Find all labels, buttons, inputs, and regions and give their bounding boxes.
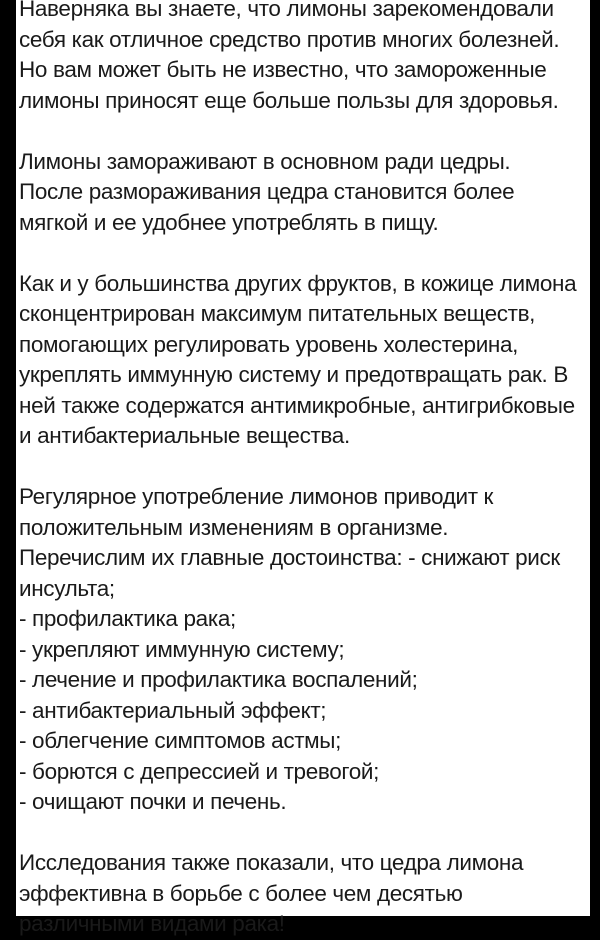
list-item: - профилактика рака; (19, 606, 236, 631)
text-line: Как и у большинства других фруктов, в кожице лимона (19, 270, 577, 296)
list-item: - очищают почки и печень. (19, 789, 287, 814)
text-line: Перечислим их главные достоинства: - снижают риск (19, 545, 560, 570)
paragraph-benefits-list (19, 482, 599, 818)
text-line: Исследования также показали, что цедра лимона (19, 850, 524, 875)
text-line: положительным изменениям в организме. (19, 514, 449, 540)
paragraph-zest (19, 147, 599, 239)
text-line: и антибактериальные вещества. (19, 423, 350, 448)
text-line: лимоны приносят еще больше пользы для здоровья. (19, 87, 559, 113)
paragraph-nutrients (19, 269, 599, 452)
text-card (16, 0, 590, 936)
text-line: сконцентрирован максимум питательных веществ, (19, 301, 536, 326)
text-line: эффективна в борьбе с более чем десятью (19, 880, 463, 906)
list-item: - укрепляют иммунную систему; (19, 636, 345, 662)
paragraph-gap (19, 238, 599, 269)
list-item: - облегчение симптомов астмы; (19, 728, 342, 753)
text-line: Лимоны замораживают в основном ради цедры. (19, 148, 511, 174)
paragraph-intro (19, 0, 599, 116)
paragraph-gap (19, 452, 599, 483)
text-line: После размораживания цедра становится более (19, 179, 515, 204)
text-line: различными видами рака! (19, 911, 285, 936)
text-line: ней также содержатся антимикробные, антигрибковые (19, 392, 575, 418)
text-line: помогающих регулировать уровень холестерина, (19, 331, 519, 357)
text-line: мягкой и ее удобнее употреблять в пищу. (19, 209, 439, 235)
text-line: инсульта; (19, 575, 115, 601)
text-line: себя как отличное средство против многих болезней. (19, 26, 560, 52)
list-item: - антибактериальный эффект; (19, 697, 327, 723)
list-item: - лечение и профилактика воспалений; (19, 667, 418, 692)
paragraph-gap (19, 818, 599, 849)
text-line: Но вам может быть не известно, что замороженные (19, 57, 547, 82)
text-line: Регулярное употребление лимонов приводит к (19, 484, 494, 509)
text-line: укреплять иммунную систему и предотвращать рак. В (19, 362, 568, 387)
text-line: Наверняка вы знаете, что лимоны зарекомендовали (19, 0, 554, 21)
paragraph-research (19, 848, 599, 940)
article-text (19, 0, 599, 940)
paragraph-gap (19, 116, 599, 147)
list-item: - борются с депрессией и тревогой; (19, 758, 380, 784)
